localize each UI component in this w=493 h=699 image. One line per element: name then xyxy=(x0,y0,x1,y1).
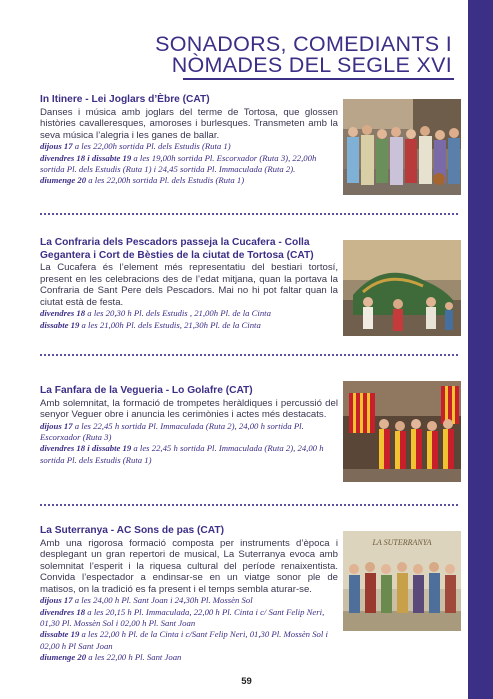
banner-text: LA SUTERRANYA xyxy=(372,538,432,547)
schedule-day: dijous 17 xyxy=(40,141,73,152)
page-number: 59 xyxy=(241,676,252,687)
schedule-day: dijous 17 xyxy=(40,595,73,606)
schedule-details: a les 22,45 h sortida Pl. Immaculada (Ruta 2), 24,00 h sortida Pl. dels Estudis (Ruta 1) xyxy=(40,443,324,465)
schedule-line xyxy=(40,629,338,652)
event-description: La Cucafera és l’element més representatiu del bestiari tortosí, present en les celebracions des de l’edat mitjana, quan la portava la Confraria de Sant Pere dels Pescadors. Mai no hi pot faltar quan la ciutat està de festa. xyxy=(40,262,338,308)
page-title-line-1: SONADORS, COMEDIANTS I xyxy=(155,32,452,56)
section-divider xyxy=(40,504,458,506)
schedule-line xyxy=(40,595,338,606)
event-section-suterranya xyxy=(40,525,338,663)
side-color-bar xyxy=(468,0,493,699)
section-divider xyxy=(40,213,458,215)
event-photo-fanfara xyxy=(343,381,461,482)
title-underline xyxy=(183,78,454,80)
schedule-line xyxy=(40,320,338,331)
event-title: La Fanfara de la Vegueria - Lo Golafre (CAT) xyxy=(40,385,253,396)
schedule-day: dissabte 19 xyxy=(40,629,80,640)
schedule-line xyxy=(40,421,338,444)
schedule-day: divendres 18 i dissabte 19 xyxy=(40,152,132,163)
event-photo-joglars xyxy=(343,99,461,195)
page-title xyxy=(150,34,452,76)
event-photo-suterranya xyxy=(343,531,461,631)
schedule-day: dijous 17 xyxy=(40,420,73,431)
event-description: Amb una rigorosa formació composta per instruments d’època i desplegant un gran repertori de musical, La Suterranya evoca amb solemnitat l’esperit i la riquesa cultural del període renaixentista. Convida l’espectador a endinsar-se en un viatge sonor ple de matisos, on la tradició es fa present i el temps sembla aturar-se. xyxy=(40,537,338,595)
schedule-details: a les 22,00h sortida Pl. dels Estudis (Ruta 1) xyxy=(86,175,245,186)
schedule-day: divendres 18 xyxy=(40,308,86,319)
schedule-details: a les 21,00h Pl. dels Estudis, 21,30h Pl. de la Cinta xyxy=(79,319,261,330)
schedule-day: divendres 18 i dissabte 19 xyxy=(40,443,132,454)
page-title-line-2: NÒMADES DEL SEGLE XVI xyxy=(171,53,452,77)
schedule-details: a les 22,00 h Pl. Sant Joan xyxy=(86,651,182,662)
schedule-day: divendres 18 xyxy=(40,606,86,617)
schedule-details: a les 20,15 h Pl. Immaculada, 22,00 h Pl. Cinta i c/ Sant Felip Neri, 01,30 Pl. Mossèn Sol i 02,00 h Pl. Sant Joan xyxy=(40,606,325,629)
event-section-in-itinere xyxy=(40,94,338,186)
event-schedule xyxy=(40,421,338,466)
schedule-details: a les 24,00 h Pl. Sant Joan i 24,30h Pl. Mossèn Sol xyxy=(72,595,253,606)
schedule-line xyxy=(40,153,338,176)
schedule-line xyxy=(40,141,338,152)
event-schedule xyxy=(40,308,338,331)
event-section-cucafera xyxy=(40,237,338,331)
event-section-fanfara xyxy=(40,385,338,466)
event-schedule xyxy=(40,595,338,663)
schedule-line xyxy=(40,308,338,319)
schedule-details: a les 19,00h sortida Pl. Escorxador (Ruta 3), 22,00h sortida Pl. dels Estudis (Ruta 1) i 24,45 sortida Pl. Immaculada (Ruta 2). xyxy=(40,152,317,174)
section-divider xyxy=(40,354,458,356)
event-title: La Confraria dels Pescadors passeja la Cucafera - Colla Gegantera i Cort de Bèsties de la ciutat de Tortosa (CAT) xyxy=(40,237,314,261)
event-description: Amb solemnitat, la formació de trompetes heràldiques i percussió del senyor Veguer obre i anuncia les cerimònies i actes més destacats. xyxy=(40,397,338,421)
schedule-line xyxy=(40,443,338,466)
schedule-day: diumenge 20 xyxy=(40,175,87,186)
schedule-details: a les 22,45 h sortida Pl. Immaculada (Ruta 2), 24,00 h sortida Pl. Escorxador (Ruta 3) xyxy=(40,420,304,442)
event-description: Danses i música amb joglars del terme de Tortosa, que glossen històries cavalleresques, amoroses i burlesques. Transmeten amb la seva música l’alegria i les ganes de ballar. xyxy=(40,106,338,141)
schedule-line xyxy=(40,175,338,186)
event-title: In Itinere - Lei Joglars d’Èbre (CAT) xyxy=(40,94,210,105)
schedule-details: a les 20,30 h Pl. dels Estudis , 21,00h Pl. de la Cinta xyxy=(85,308,271,319)
schedule-details: a les 22,00h sortida Pl. dels Estudis (Ruta 1) xyxy=(72,141,231,152)
schedule-day: dissabte 19 xyxy=(40,319,80,330)
schedule-details: a les 22,00 h Pl. de la Cinta i c/Sant Felip Neri, 01,30 Pl. Mossèn Sol i 02,00 h Pl Sant Joan xyxy=(40,629,328,651)
schedule-line xyxy=(40,607,338,630)
schedule-day: diumenge 20 xyxy=(40,651,87,662)
schedule-line xyxy=(40,652,338,663)
event-schedule xyxy=(40,141,338,186)
event-photo-cucafera xyxy=(343,240,461,336)
event-title: La Suterranya - AC Sons de pas (CAT) xyxy=(40,525,224,536)
